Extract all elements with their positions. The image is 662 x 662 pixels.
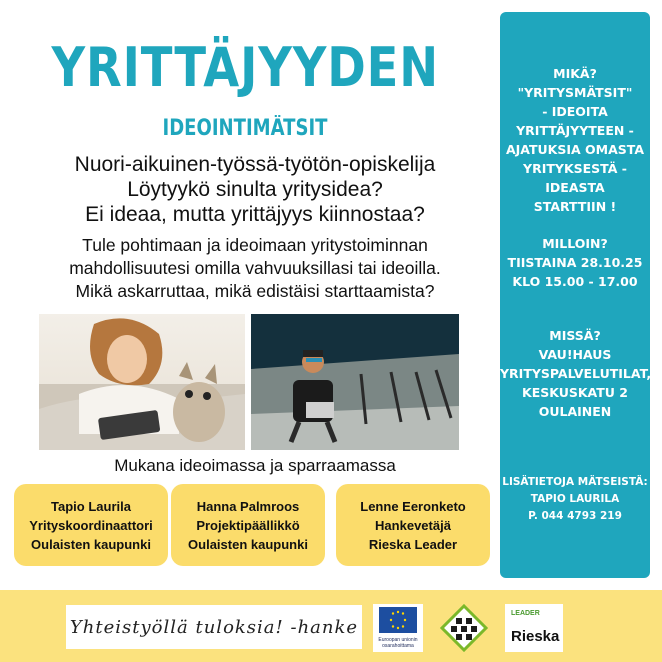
person-role: Hankevetäjä <box>375 517 451 533</box>
info-block <box>500 474 650 525</box>
person-name: Hanna Palmroos <box>196 498 300 514</box>
panel-line: YRITYSPALVELUTILAT, <box>500 366 652 381</box>
person-card <box>14 484 168 566</box>
body-line: Tule pohtimaan ja ideoimaan yritystoiminnan <box>82 235 428 255</box>
panel-line: YRITTÄJYYTEEN - <box>516 123 634 138</box>
leader-tag: LEADER <box>511 610 540 617</box>
where-block <box>500 326 650 421</box>
person-card <box>171 484 325 566</box>
panel-line: OULAINEN <box>538 404 612 419</box>
person-name: Tapio Laurila <box>51 498 131 514</box>
panel-line: STARTTIIN ! <box>533 199 617 214</box>
panel-line: - IDEOITA <box>542 104 608 119</box>
lead-line: Löytyykö sinulta yritysidea? <box>127 178 383 201</box>
panel-line: TIISTAINA 28.10.25 <box>507 255 643 270</box>
panel-line: P. 044 4793 219 <box>528 510 622 522</box>
person-org: Oulaisten kaupunki <box>188 536 308 552</box>
body-line: mahdollisuutesi omilla vahvuuksillasi tai ideoilla. <box>69 258 441 278</box>
rieska-leader-logo <box>505 604 563 652</box>
eu-caption: Euroopan unionin osarahoittama <box>378 637 418 649</box>
eu-flag-icon <box>379 607 417 633</box>
panel-line: YRITYKSESTÄ - IDEASTA <box>523 161 627 195</box>
yhteistyo-logo-icon <box>440 604 488 652</box>
leader-name: Rieska <box>511 628 560 645</box>
person-card <box>336 484 490 566</box>
poster-subtitle: IDEOINTIMÄTSIT <box>162 116 328 141</box>
panel-line: VAU!HAUS <box>538 347 612 362</box>
panel-line: MIKÄ? <box>553 66 597 81</box>
panel-line: KESKUSKATU 2 <box>522 385 628 400</box>
person-role: Yrityskoordinaattori <box>29 517 153 533</box>
photo-woman-with-dog <box>39 314 245 450</box>
lead-line: Ei ideaa, mutta yrittäjyys kiinnostaa? <box>85 203 425 226</box>
caption: Mukana ideoimassa ja sparraamassa <box>114 456 396 475</box>
what-block <box>500 64 650 216</box>
panel-line: AJATUKSIA OMASTA <box>505 142 645 157</box>
panel-line: MILLOIN? <box>542 236 608 251</box>
when-block <box>500 234 650 291</box>
eu-logo <box>373 604 423 652</box>
info-panel <box>500 12 650 578</box>
panel-line: KLO 15.00 - 17.00 <box>512 274 638 289</box>
poster-title: YRITTÄJYYDEN <box>51 36 439 99</box>
photo-man-with-laptop <box>251 314 459 450</box>
person-name: Lenne Eeronketo <box>360 498 466 514</box>
panel-line: TAPIO LAURILA <box>530 493 620 505</box>
body-line: Mikä askarruttaa, mikä edistäisi starttaamista? <box>75 281 435 301</box>
lead-line: Nuori-aikuinen-työssä-työtön-opiskelija <box>74 153 436 176</box>
panel-line: LISÄTIETOJA MÄTSEISTÄ: <box>502 476 648 488</box>
body-text <box>20 234 490 303</box>
project-slogan: Yhteistyöllä tuloksia! -hanke <box>66 605 362 649</box>
person-org: Oulaisten kaupunki <box>31 536 151 552</box>
person-org: Rieska Leader <box>368 536 458 552</box>
panel-line: "YRITYSMÄTSIT" <box>517 85 633 100</box>
panel-line: MISSÄ? <box>549 328 601 343</box>
lead-text <box>20 152 490 227</box>
person-role: Projektipäällikkö <box>196 517 300 533</box>
